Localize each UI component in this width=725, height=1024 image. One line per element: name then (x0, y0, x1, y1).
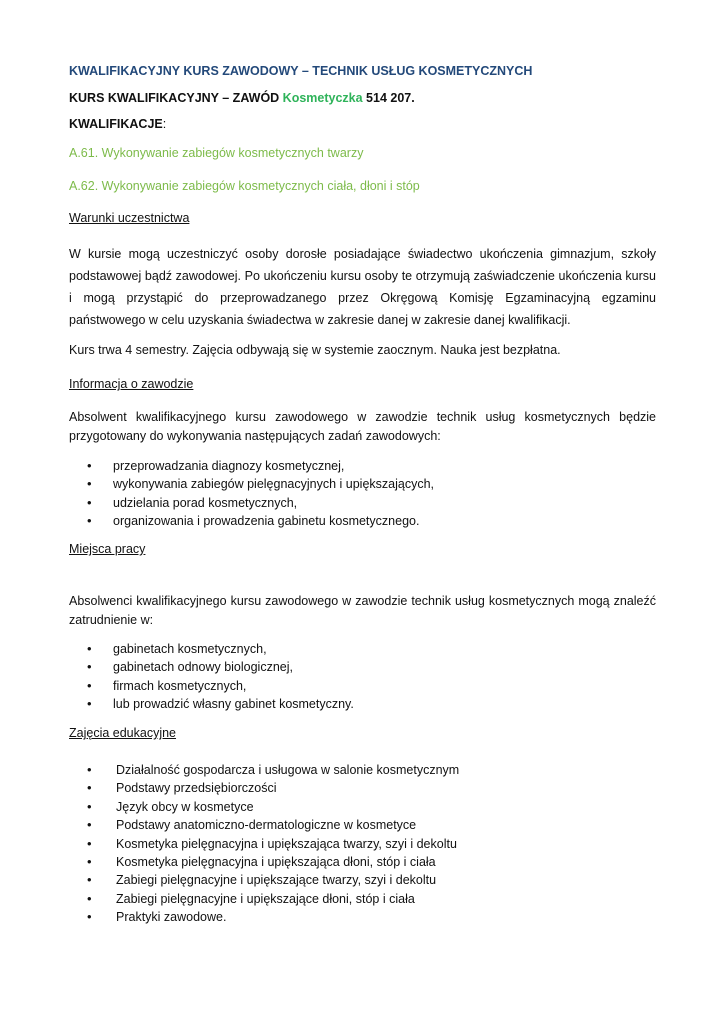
list-item-text: organizowania i prowadzenia gabinetu kosmetycznego. (113, 514, 420, 529)
list-item (69, 816, 459, 834)
list-item (69, 457, 434, 475)
course-code: 514 207. (362, 91, 415, 105)
section-heading-participation: Warunki uczestnictwa (69, 211, 190, 225)
bullet-icon: • (87, 696, 92, 712)
bullet-icon: • (87, 835, 92, 851)
list-item (69, 677, 354, 695)
list-item-text: Działalność gospodarcza i usługowa w salonie kosmetycznym (116, 763, 460, 777)
bullet-icon: • (87, 458, 92, 473)
list-item-text: Kosmetyka pielęgnacyjna i upiększająca twarzy, szyi i dekoltu (116, 836, 457, 851)
qualification-item: A.62. Wykonywanie zabiegów kosmetycznych ciała, dłoni i stóp (69, 179, 420, 193)
list-item-text: Podstawy anatomiczno-dermatologiczne w kosmetyce (116, 818, 417, 833)
bullet-icon: • (87, 659, 92, 675)
list-item (69, 761, 459, 779)
section-heading-profession-info: Informacja o zawodzie (69, 377, 194, 391)
bullet-icon: • (87, 798, 92, 814)
list-item-text: wykonywania zabiegów pielęgnacyjnych i upiększających, (113, 477, 435, 492)
list-item (69, 853, 459, 871)
list-item (69, 695, 354, 713)
qualifications-label-text: KWALIFIKACJE (69, 117, 163, 131)
list-item (69, 475, 434, 493)
bullet-icon: • (87, 909, 92, 925)
list-item (69, 512, 434, 530)
list-item-text: lub prowadzić własny gabinet kosmetyczny. (113, 697, 354, 712)
list-item (69, 835, 459, 853)
course-line (69, 91, 415, 105)
course-duration-text: Kurs trwa 4 semestry. Zajęcia odbywają się w systemie zaocznym. Nauka jest bezpłatna. (69, 343, 561, 357)
list-item-text: Podstawy przedsiębiorczości (116, 781, 277, 796)
bullet-icon: • (87, 780, 92, 796)
list-item-text: gabinetach kosmetycznych, (113, 642, 267, 656)
section-heading-classes: Zajęcia edukacyjne (69, 726, 177, 740)
bullet-icon: • (87, 872, 92, 888)
qualifications-colon: : (162, 117, 167, 131)
bullet-icon: • (87, 854, 92, 870)
list-item-text: przeprowadzania diagnozy kosmetycznej, (113, 459, 345, 473)
list-item (69, 779, 459, 797)
list-item-text: gabinetach odnowy biologicznej, (113, 660, 293, 675)
bullet-icon: • (87, 641, 92, 656)
list-item-text: Zabiegi pielęgnacyjne i upiększające twarzy, szyi i dekoltu (116, 873, 437, 888)
list-item-text: firmach kosmetycznych, (113, 678, 247, 693)
list-item-text: Zabiegi pielęgnacyjne i upiększające dłoni, stóp i ciała (116, 891, 415, 906)
list-item (69, 658, 354, 676)
classes-list (69, 761, 459, 927)
course-prefix: KURS KWALIFIKACYJNY – ZAWÓD (69, 91, 283, 105)
list-item (69, 494, 434, 512)
list-item (69, 640, 354, 658)
bullet-icon: • (87, 513, 92, 529)
participation-paragraph: W kursie mogą uczestniczyć osoby dorosłe posiadające świadectwo ukończenia gimnazjum, szkoły podstawowej bądź zawodowej. Po ukończeniu kursu osoby te otrzymują zaświadczenie ukończenia kursu i mogą przystąpić do przeprowadzanego przez Okręgową Komisję Egzaminacyjną egzaminu państwowego w celu uzyskania świadectwa w zakresie danej w zakresie danej kwalifikacji. (69, 247, 656, 327)
list-item (69, 908, 459, 926)
bullet-icon: • (87, 677, 92, 693)
profession-info-paragraph: Absolwent kwalifikacyjnego kursu zawodowego w zawodzie technik usług kosmetycznych będzie przygotowany do wykonywania następujących zadań zawodowych: (69, 410, 656, 443)
bullet-icon: • (87, 494, 92, 510)
list-item (69, 890, 459, 908)
list-item (69, 871, 459, 889)
course-profession: Kosmetyczka (282, 91, 363, 105)
list-item (69, 798, 459, 816)
list-item-text: Praktyki zawodowe. (116, 910, 227, 925)
workplaces-list (69, 640, 354, 714)
bullet-icon: • (87, 890, 92, 906)
profession-tasks-list (69, 457, 434, 531)
list-item-text: Język obcy w kosmetyce (116, 799, 254, 814)
bullet-icon: • (87, 762, 92, 777)
section-heading-workplaces: Miejsca pracy (69, 542, 146, 556)
list-item-text: Kosmetyka pielęgnacyjna i upiększająca dłoni, stóp i ciała (116, 855, 436, 870)
document-title: KWALIFIKACYJNY KURS ZAWODOWY – TECHNIK USŁUG KOSMETYCZNYCH (69, 64, 533, 78)
bullet-icon: • (87, 817, 92, 833)
workplaces-paragraph: Absolwenci kwalifikacyjnego kursu zawodowego w zawodzie technik usług kosmetycznych mogą znaleźć zatrudnienie w: (69, 594, 656, 627)
qualification-item: A.61. Wykonywanie zabiegów kosmetycznych twarzy (69, 146, 364, 160)
list-item-text: udzielania porad kosmetycznych, (113, 495, 298, 510)
bullet-icon: • (87, 476, 92, 492)
qualifications-label (69, 117, 166, 131)
